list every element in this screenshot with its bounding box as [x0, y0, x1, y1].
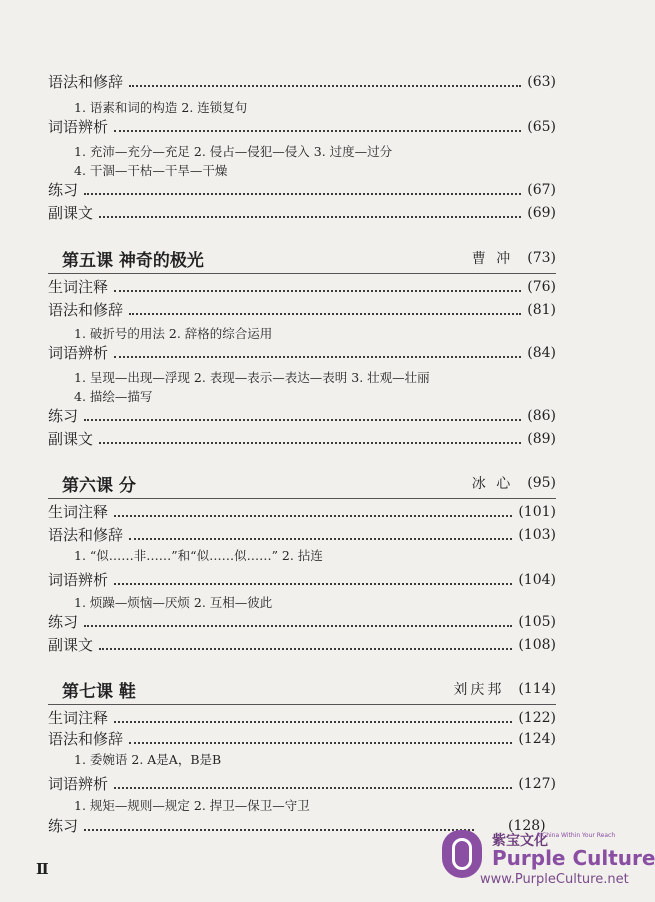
watermark-url: www.PurpleCulture.net — [480, 872, 629, 887]
entry-page: (104) — [518, 572, 556, 588]
toc-entry-grammar — [48, 299, 556, 321]
entry-page: (81) — [527, 302, 556, 318]
leader-dots — [84, 624, 512, 627]
entry-page: (128) — [508, 818, 546, 834]
entry-label: 生词注释 — [48, 503, 109, 521]
entry-page: (103) — [518, 527, 556, 543]
entry-page: (76) — [527, 279, 556, 295]
entry-label: 语法和修辞 — [48, 526, 124, 544]
leader-dots — [114, 582, 512, 585]
leader-dots — [129, 537, 512, 540]
leader-dots — [99, 647, 512, 650]
watermark-brand-cn: 紫宝文化 — [492, 833, 548, 849]
leader-dots — [114, 720, 512, 723]
toc-entry-vocab — [48, 342, 556, 364]
toc-entry-exercise — [48, 405, 556, 427]
entry-label: 语法和修辞 — [48, 73, 124, 91]
toc-subentry: 1. 语素和词的构造 2. 连锁复句 — [74, 100, 248, 115]
leader-dots — [129, 312, 521, 315]
leader-dots — [99, 441, 521, 444]
entry-label: 词语辨析 — [48, 571, 109, 589]
entry-page: (86) — [527, 408, 556, 424]
entry-label: 语法和修辞 — [48, 301, 124, 319]
toc-entry-exercise — [48, 179, 556, 201]
entry-page: (108) — [518, 637, 556, 653]
entry-page: (105) — [518, 614, 556, 630]
watermark-tagline: A China Within Your Reach — [536, 832, 616, 839]
leader-dots — [114, 129, 521, 132]
lesson-title: 第六课 分 — [62, 475, 136, 496]
lesson-title: 第五课 神奇的极光 — [62, 250, 204, 271]
lesson-author: 冰 心 — [471, 476, 514, 492]
toc-subentry: 1. “似……非……”和“似……似……” 2. 拈连 — [74, 548, 323, 563]
entry-page: (122) — [518, 710, 556, 726]
lesson-page: (95) — [527, 475, 556, 491]
lesson-page: (73) — [527, 250, 556, 266]
leader-dots — [114, 289, 521, 292]
entry-label: 生词注释 — [48, 278, 109, 296]
toc-subentry: 1. 烦躁—烦恼—厌烦 2. 互相—彼此 — [74, 595, 273, 610]
watermark-brand-en: Purple Culture — [492, 846, 655, 870]
watermark-logo — [432, 812, 655, 902]
toc-subentry: 1. 规矩—规则—规定 2. 捍卫—保卫—守卫 — [74, 798, 310, 813]
lesson-heading-6 — [48, 468, 556, 499]
toc-entry-vocab-notes — [48, 707, 556, 729]
entry-page: (84) — [527, 345, 556, 361]
entry-page: (69) — [527, 205, 556, 221]
toc-entry-exercise — [48, 815, 480, 837]
lesson-heading-7 — [48, 674, 556, 705]
toc-subentry: 1. 破折号的用法 2. 辞格的综合运用 — [74, 326, 273, 341]
toc-entry-reading — [48, 202, 556, 224]
lesson-page: (114) — [518, 681, 556, 697]
leader-dots — [84, 192, 521, 195]
toc-subentry: 1. 呈现—出现—浮现 2. 表现—表示—表达—表明 3. 壮观—壮丽 — [74, 370, 430, 385]
toc-entry-vocab — [48, 773, 556, 795]
toc-entry-vocab-notes — [48, 276, 556, 298]
toc-subentry: 1. 充沛—充分—充足 2. 侵占—侵犯—侵入 3. 过度—过分 — [74, 144, 393, 159]
toc-entry-reading — [48, 428, 556, 450]
entry-page: (67) — [527, 182, 556, 198]
entry-label: 词语辨析 — [48, 775, 109, 793]
entry-label: 副课文 — [48, 636, 94, 654]
lesson-author: 刘庆邦 — [453, 682, 505, 698]
entry-label: 练习 — [48, 613, 79, 631]
toc-entry-grammar — [48, 71, 556, 93]
entry-page: (127) — [518, 776, 556, 792]
seal-icon — [442, 830, 482, 878]
toc-entry-grammar — [48, 524, 556, 546]
toc-entry-vocab-notes — [48, 501, 556, 523]
toc-subentry: 4. 干涸—干枯—干旱—干燥 — [74, 163, 228, 178]
toc-entry-grammar — [48, 728, 556, 750]
leader-dots — [114, 786, 512, 789]
entry-page: (89) — [527, 431, 556, 447]
entry-label: 练习 — [48, 181, 79, 199]
toc-entry-vocab — [48, 116, 556, 138]
leader-dots — [84, 828, 474, 831]
leader-dots — [129, 84, 521, 87]
entry-page: (101) — [518, 504, 556, 520]
lesson-title: 第七课 鞋 — [62, 681, 136, 702]
entry-label: 练习 — [48, 817, 79, 835]
lesson-author: 曹 冲 — [471, 251, 514, 267]
toc-entry-vocab — [48, 569, 556, 591]
toc-entry-exercise — [48, 611, 556, 633]
lesson-heading-5 — [48, 243, 556, 274]
entry-label: 副课文 — [48, 204, 94, 222]
entry-label: 词语辨析 — [48, 118, 109, 136]
entry-page: (63) — [527, 74, 556, 90]
leader-dots — [129, 741, 512, 744]
entry-label: 语法和修辞 — [48, 730, 124, 748]
leader-dots — [114, 355, 521, 358]
leader-dots — [114, 514, 512, 517]
toc-entry-reading — [48, 634, 556, 656]
entry-label: 副课文 — [48, 430, 94, 448]
toc-subentry: 4. 描绘—描写 — [74, 389, 153, 404]
leader-dots — [99, 215, 521, 218]
entry-label: 词语辨析 — [48, 344, 109, 362]
entry-label: 生词注释 — [48, 709, 109, 727]
entry-label: 练习 — [48, 407, 79, 425]
toc-subentry: 1. 委婉语 2. A是A，B是B — [74, 752, 222, 767]
entry-page: (65) — [527, 119, 556, 135]
leader-dots — [84, 418, 521, 421]
entry-page: (124) — [518, 731, 556, 747]
page-marker: Ⅱ — [36, 860, 49, 878]
